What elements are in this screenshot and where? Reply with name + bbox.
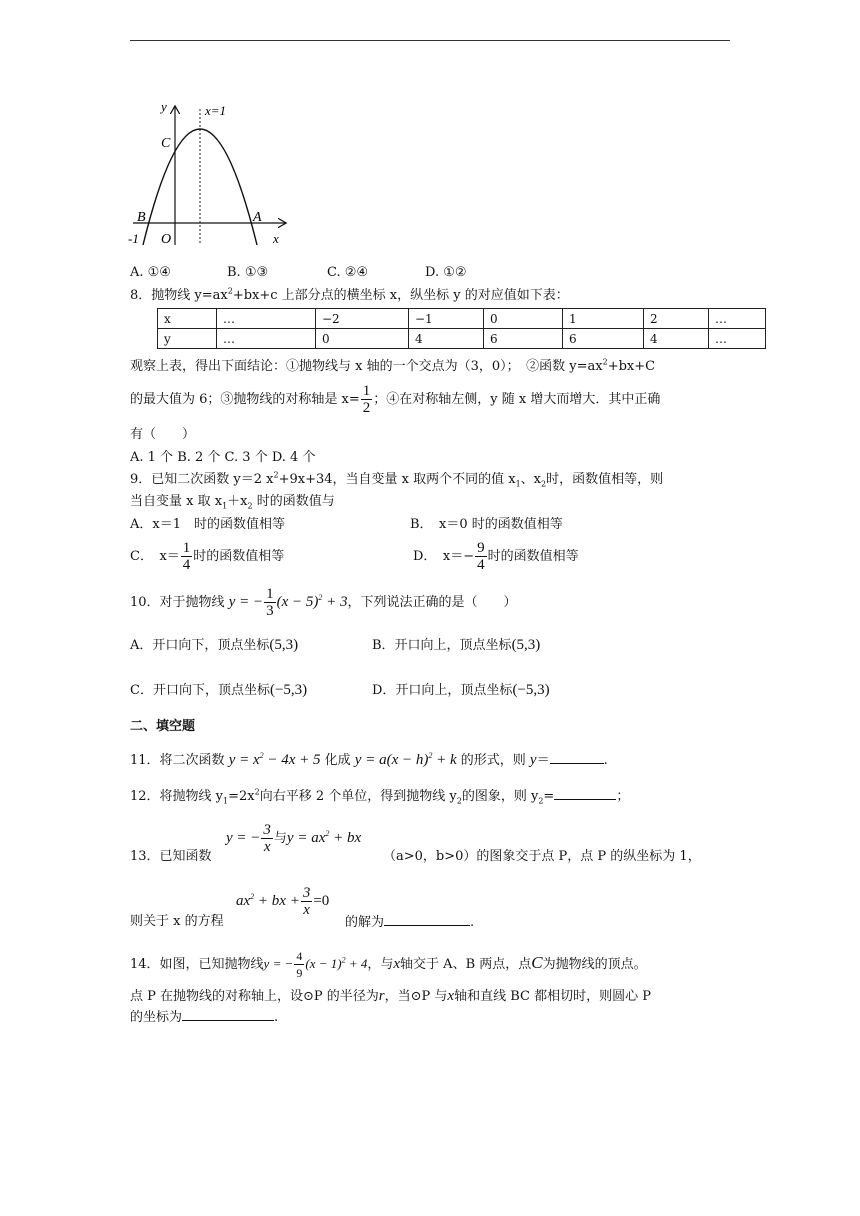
- table-cell: 0: [316, 329, 409, 349]
- point-a-label: A: [253, 210, 262, 225]
- section-title: 二、填空题: [130, 719, 196, 734]
- neg-one-label: -1: [128, 231, 139, 246]
- q10-stem: 10．对于抛物线 y = − $\frac{1}{3}$ $(x - 5)^2 + 3$，下列说法正确的是（ ）: [130, 586, 517, 619]
- point-b-label: B: [137, 210, 146, 225]
- header-rule: [130, 40, 730, 41]
- q11-stem: 11．将二次函数 $y = x^2 - 4x + 5$ 化成 $y = a(x - h)^2 + k$ 的形式，则 y＝ .: [130, 751, 608, 768]
- table-cell: 6: [563, 329, 644, 349]
- q12-stem: 12．将抛物线 $y_1=2x^2$向右平移 2 个单位，得到抛物线 $y_2$的图象，则 $y_2=$ ；: [130, 787, 630, 806]
- table-cell: …: [709, 309, 766, 329]
- q13-stem-line-1: 13．已知函数: [130, 849, 212, 864]
- table-cell: 2: [644, 309, 709, 329]
- point-c-label: C: [161, 136, 171, 151]
- q9-stem-line-2: 当自变量 x 取 $x_1+x_2$ 时的函数值与: [130, 494, 335, 511]
- q7-option-d: D. ①②: [425, 265, 467, 280]
- q10-option-d: D．开口向上，顶点坐标(−5,3): [372, 682, 550, 698]
- q13-equation: y = − $\frac{3}{x}$ 与$y = ax^2$ + bx: [226, 822, 362, 856]
- table-cell: …: [217, 329, 316, 349]
- answer-blank[interactable]: [554, 787, 616, 800]
- table-cell: y: [158, 329, 217, 349]
- q14-stem-line-3: 的坐标为 .: [130, 1010, 279, 1025]
- q13-equation-2: $ax^2$ + bx + $\frac{3}{x}$ =0: [236, 885, 330, 919]
- table-cell: …: [217, 309, 316, 329]
- q9-stem-line-1: 9．已知二次函数 y＝2 $x^2+9x+34$，当自变量 x 取两个不同的值 $x_1$、$x_2$时，函数值相等，则: [130, 470, 664, 489]
- q9-option-c: C． x＝ $\frac{1}{4}$ 时的函数值相等: [130, 540, 285, 573]
- fraction: $\frac{1}{2}$: [362, 383, 371, 416]
- q13-stem-line-2-tail: 的解为 .: [345, 915, 475, 930]
- table-cell: −2: [316, 309, 409, 329]
- table-cell: 6: [484, 329, 563, 349]
- table-cell: x: [158, 309, 217, 329]
- q10-option-a: A．开口向下，顶点坐标(5,3): [130, 637, 299, 653]
- table-row: [158, 329, 766, 349]
- q7-option-b: B. ①③: [227, 265, 269, 280]
- table-cell: 4: [409, 329, 484, 349]
- q9-option-a: A．x＝1 时的函数值相等: [130, 517, 285, 532]
- q14-stem-line-1: 14．如图，已知抛物线y = − $\frac{4}{9}$ $(x - 1)^2 + 4$，与x轴交于 A、B 两点，点C为抛物线的顶点。: [130, 949, 647, 980]
- table-cell: …: [709, 329, 766, 349]
- y-axis-label: y: [161, 99, 167, 114]
- symmetry-label: x=1: [205, 103, 227, 118]
- table-cell: 1: [563, 309, 644, 329]
- q14-stem-line-2: 点 P 在抛物线的对称轴上，设⊙P 的半径为r，当⊙P 与x轴和直线 BC 都相切时，则圆心 P: [130, 988, 651, 1004]
- q10-option-c: C．开口向下，顶点坐标(−5,3): [130, 682, 308, 698]
- x-axis-label: x: [273, 231, 279, 246]
- table-row: [158, 309, 766, 329]
- parabola-figure: [125, 95, 300, 255]
- answer-blank[interactable]: [384, 913, 470, 926]
- q8-options: A. 1 个 B. 2 个 C. 3 个 D. 4 个: [130, 450, 316, 465]
- answer-blank[interactable]: [550, 751, 604, 764]
- answer-blank[interactable]: [182, 1008, 274, 1021]
- q9-option-d: D． x＝− $\frac{9}{4}$ 时的函数值相等: [413, 540, 579, 573]
- q10-option-b: B．开口向上，顶点坐标(5,3): [372, 637, 541, 653]
- q8-observation-2: 的最大值为 6；③抛物线的对称轴是 x= $\frac{1}{2}$ ；④在对称轴左侧，y 随 x 增大而增大．其中正确: [130, 383, 661, 416]
- q9-option-b: B． x＝0 时的函数值相等: [410, 517, 563, 532]
- origin-label: O: [161, 232, 172, 247]
- q8-value-table: [157, 308, 766, 349]
- table-cell: 0: [484, 309, 563, 329]
- q7-option-c: C. ②④: [327, 265, 369, 280]
- q13-stem-line-2: 则关于 x 的方程: [130, 914, 224, 929]
- q8-observation-1: 观察上表，得出下面结论：①抛物线与 x 轴的一个交点为（3，0）； ②函数 $y=ax^2+bx+C$: [130, 357, 656, 374]
- q7-option-a: A. ①④: [130, 265, 171, 280]
- q8-observation-3: 有（ ）: [130, 427, 196, 442]
- table-cell: −1: [409, 309, 484, 329]
- q8-stem: 8．抛物线 $y=ax^2+bx+c$ 上部分点的横坐标 x，纵坐标 y 的对应值如下表：: [130, 286, 569, 303]
- table-cell: 4: [644, 329, 709, 349]
- q13-stem-line-1-tail: （a>0，b>0）的图象交于点 P，点 P 的纵坐标为 1，: [383, 849, 701, 864]
